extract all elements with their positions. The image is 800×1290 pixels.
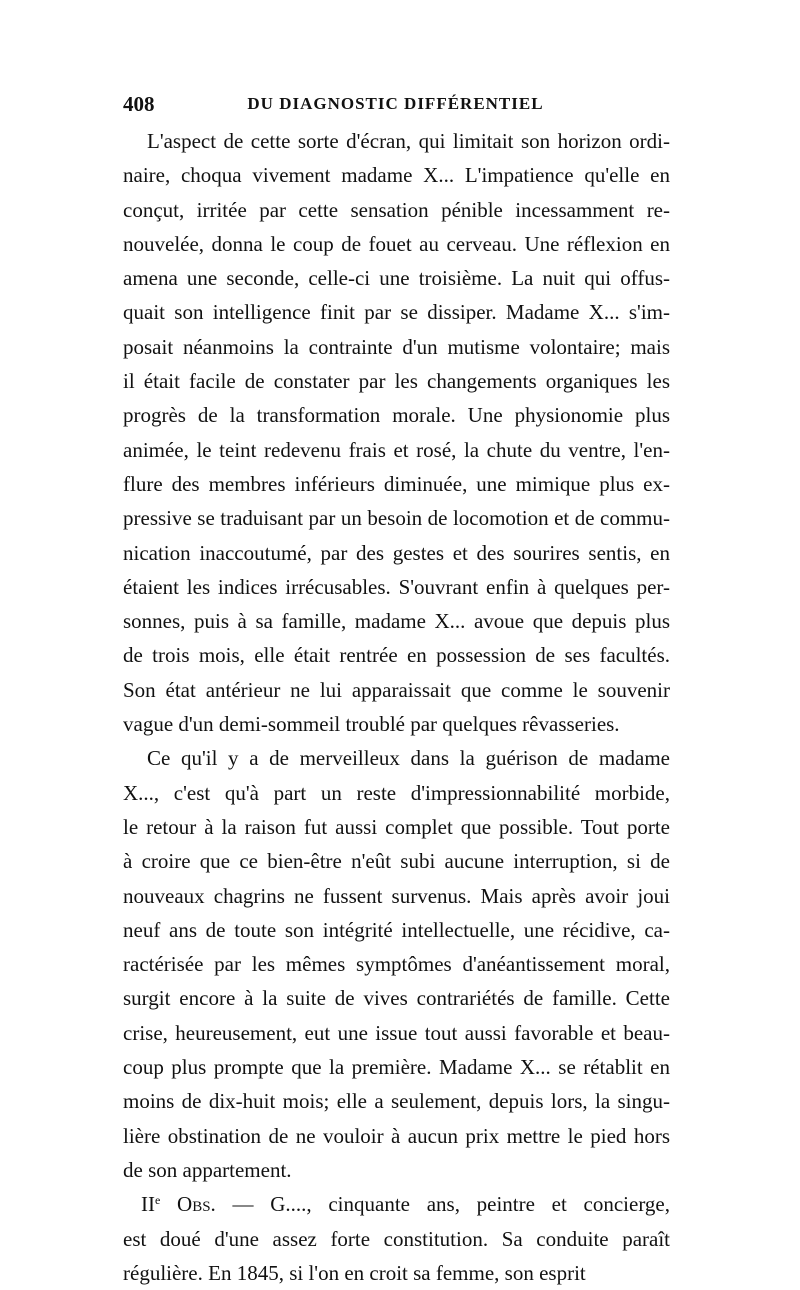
text-line: le retour à la raison fut aussi complet que possible. Tout porte <box>123 814 670 839</box>
text-line: nouveaux chagrins ne fussent survenus. Mais après avoir joui <box>123 883 670 908</box>
text-line: étaient les indices irrécusables. S'ouvrant enfin à quelques per- <box>123 574 670 599</box>
paragraph-3 <box>123 1187 670 1290</box>
text-line: animée, le teint redevenu frais et rosé, la chute du ventre, l'en- <box>123 437 670 462</box>
text-line: flure des membres inférieurs diminuée, une mimique plus ex- <box>123 471 670 496</box>
page-number: 408 <box>123 92 155 116</box>
page-header <box>123 92 668 122</box>
text-line: Son état antérieur ne lui apparaissait que comme le souvenir <box>123 677 670 702</box>
text-line: X..., c'est qu'à part un reste d'impressionnabilité morbide, <box>123 780 670 805</box>
text-line: régulière. En 1845, si l'on en croit sa femme, son esprit <box>123 1260 586 1285</box>
text-line: surgit encore à la suite de vives contrariétés de famille. Cette <box>123 986 670 1011</box>
text-line: lière obstination de ne vouloir à aucun prix mettre le pied hors <box>123 1123 670 1148</box>
text-line: neuf ans de toute son intégrité intellectuelle, une récidive, ca- <box>123 917 670 942</box>
text-line: est doué d'une assez forte constitution. Sa conduite paraît <box>123 1226 670 1251</box>
text-line: posait néanmoins la contrainte d'un mutisme volontaire; mais <box>123 334 670 359</box>
text-line: pressive se traduisant par un besoin de locomotion et de commu- <box>123 506 670 531</box>
text-line: crise, heureusement, eut une issue tout aussi favorable et beau- <box>123 1020 670 1045</box>
text-line: naire, choqua vivement madame X... L'impatience qu'elle en <box>123 163 670 188</box>
text-line: Ce qu'il y a de merveilleux dans la guérison de madame <box>147 746 670 771</box>
text-line: nication inaccoutumé, par des gestes et des sourires sentis, en <box>123 540 670 565</box>
ordinal-suffix: e <box>155 1193 161 1208</box>
paragraph-1 <box>123 124 670 741</box>
text-line: ractérisée par les mêmes symptômes d'anéantissement moral, <box>123 952 670 977</box>
text-line: progrès de la transformation morale. Une physionomie plus <box>123 403 670 428</box>
text-line-rest: — G...., cinquante ans, peintre et concierge, <box>215 1192 671 1217</box>
text-line <box>123 1187 670 1221</box>
text-line: quait son intelligence finit par se dissiper. Madame X... s'im- <box>123 300 670 325</box>
paragraph-2 <box>123 741 670 1187</box>
text-line: sonnes, puis à sa famille, madame X... avoue que depuis plus <box>123 609 670 634</box>
text-line: coup plus prompte que la première. Madame X... se rétablit en <box>123 1055 670 1080</box>
observation-label: Obs. <box>177 1192 216 1217</box>
text-line: conçut, irritée par cette sensation pénible incessamment re- <box>123 197 670 222</box>
text-line: de trois mois, elle était rentrée en possession de ses facultés. <box>123 643 670 668</box>
text-line: vague d'un demi-sommeil troublé par quelques rêvasseries. <box>123 712 620 737</box>
text-line: nouvelée, donna le coup de fouet au cerveau. Une réflexion en <box>123 231 670 256</box>
text-line: L'aspect de cette sorte d'écran, qui limitait son horizon ordi- <box>147 129 670 153</box>
text-line: à croire que ce bien-être n'eût subi aucune interruption, si de <box>123 849 670 874</box>
body-text <box>123 124 670 1290</box>
text-line: il était facile de constater par les changements organiques les <box>123 369 670 394</box>
text-line: moins de dix-huit mois; elle a seulement, depuis lors, la singu- <box>123 1089 670 1114</box>
observation-number: II <box>141 1192 155 1217</box>
running-title: DU DIAGNOSTIC DIFFÉRENTIEL <box>247 94 544 113</box>
text-line: de son appartement. <box>123 1157 292 1182</box>
text-line: amena une seconde, celle-ci une troisième. La nuit qui offus- <box>123 266 670 291</box>
